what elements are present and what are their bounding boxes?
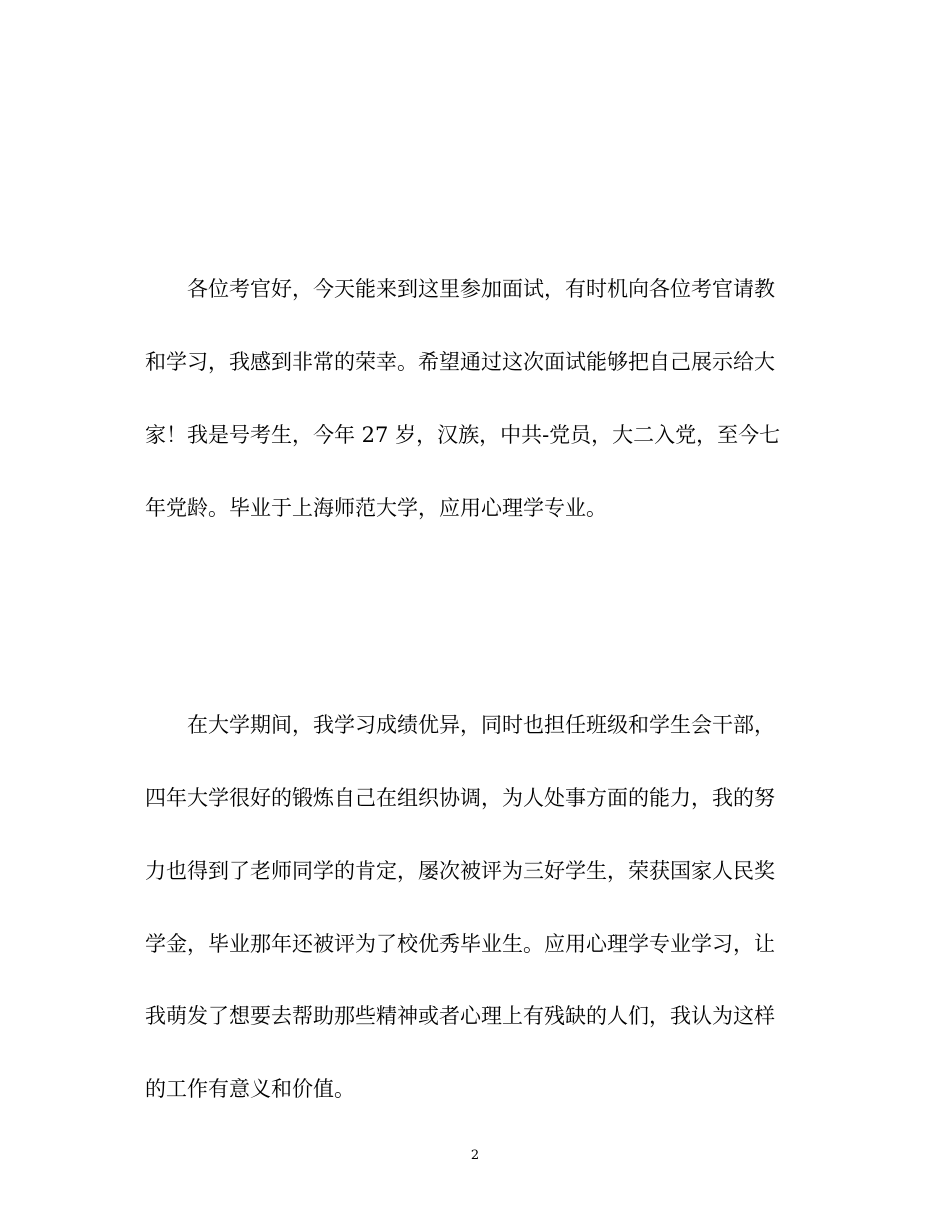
text-line: 年党龄。毕业于上海师范大学，应用心理学专业。 xyxy=(145,496,607,520)
text-line: 各位考官好，今天能来到这里参加面试，有时机向各位考官请教 xyxy=(187,277,775,301)
text-line: 我萌发了想要去帮助那些精神或者心理上有残缺的人们，我认为这样 xyxy=(145,1004,775,1028)
page-number: 2 xyxy=(470,1148,480,1163)
text-line: 的工作有意义和价值。 xyxy=(145,1077,355,1101)
text-line: 学金，毕业那年还被评为了校优秀毕业生。应用心理学专业学习，让 xyxy=(145,932,775,956)
text-line: 在大学期间，我学习成绩优异，同时也担任班级和学生会干部， xyxy=(187,713,775,737)
text-line: 四年大学很好的锻炼自己在组织协调，为人处事方面的能力，我的努 xyxy=(145,786,775,810)
text-line: 和学习，我感到非常的荣幸。希望通过这次面试能够把自己展示给大 xyxy=(145,350,775,374)
text-line: 力也得到了老师同学的肯定，屡次被评为三好学生，荣获国家人民奖 xyxy=(145,859,775,883)
text-line: 家！我是号考生，今年 27 岁，汉族，中共-党员，大二入党，至今七 xyxy=(145,423,781,447)
